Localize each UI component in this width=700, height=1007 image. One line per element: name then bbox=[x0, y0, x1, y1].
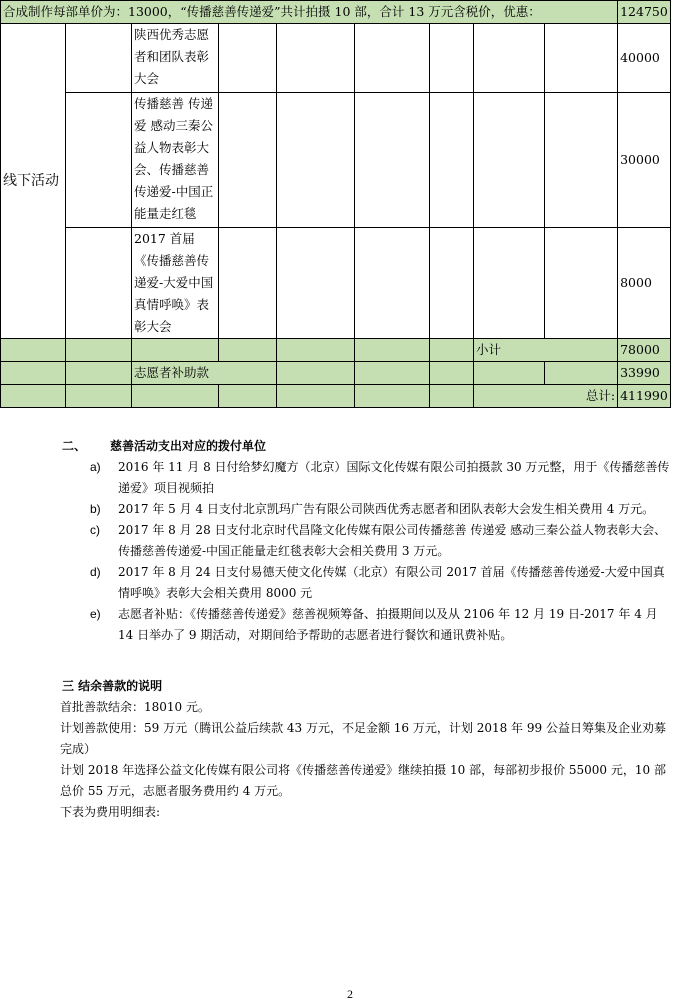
section-2 bbox=[0, 436, 700, 646]
list-marker: a) bbox=[90, 460, 101, 474]
list-text: 志愿者补贴：《传播慈善传递爱》慈善视频筹备、拍摄期间以及从 2106 年 12 月 19 日-2017 年 4 月 14 日举办了 9 期活动，对期间给予帮助的志愿者进行餐饮和通讯费补贴。 bbox=[118, 607, 658, 642]
list-item bbox=[0, 604, 700, 646]
paragraph: 计划 2018 年选择公益文化传媒有限公司将《传播慈善传递爱》继续拍摄 10 部，每部初步报价 55000 元，10 部总价 55 万元，志愿者服务费用约 4 万元。 bbox=[60, 763, 666, 798]
activity-amount: 30000 bbox=[618, 93, 671, 228]
subtotal-value: 78000 bbox=[618, 339, 671, 362]
subtotal-row bbox=[1, 339, 671, 362]
list-item bbox=[0, 457, 700, 499]
volunteer-row bbox=[1, 362, 671, 385]
list-marker: d) bbox=[90, 565, 101, 579]
activity-amount: 8000 bbox=[618, 228, 671, 339]
list-marker: c) bbox=[90, 523, 100, 537]
activity-amount: 40000 bbox=[618, 24, 671, 93]
list-marker: e) bbox=[90, 607, 101, 621]
activity-name: 陕西优秀志愿者和团队表彰大会 bbox=[132, 24, 219, 93]
table-row bbox=[1, 228, 671, 339]
activity-name: 2017 首届《传播慈善传递爱-大爱中国真情呼唤》表彰大会 bbox=[132, 228, 219, 339]
list-item bbox=[0, 520, 700, 562]
section-3-heading: 三 结余善款的说明 bbox=[62, 679, 163, 693]
section-2-number: 二、 bbox=[62, 439, 87, 453]
list-text: 2017 年 8 月 28 日支付北京时代昌隆文化传媒有限公司传播慈善 传递爱 感动三秦公益人物表彰大会、传播慈善传递爱-中国正能量走红毯表彰大会相关费用 3 万元。 bbox=[118, 523, 667, 558]
list-text: 2017 年 5 月 4 日支付北京凯玛广告有限公司陕西优秀志愿者和团队表彰大会发生相关费用 4 万元。 bbox=[118, 502, 655, 516]
list-text: 2016 年 11 月 8 日付给梦幻魔方（北京）国际文化传媒有限公司拍摄款 30 万元整，用于《传播慈善传递爱》项目视频拍 bbox=[118, 460, 670, 495]
volunteer-value: 33990 bbox=[618, 362, 671, 385]
total-value: 411990 bbox=[618, 385, 671, 408]
header-value: 124750 bbox=[618, 1, 671, 24]
section-label: 线下活动 bbox=[1, 24, 66, 339]
list-marker: b) bbox=[90, 502, 101, 516]
total-label: 总计: bbox=[474, 385, 618, 408]
section-2-heading bbox=[0, 436, 700, 457]
list-item bbox=[0, 499, 700, 520]
total-row bbox=[1, 385, 671, 408]
section-3 bbox=[0, 676, 700, 823]
paragraph: 计划善款使用：59 万元（腾讯公益后续款 43 万元，不足金额 16 万元，计划 2018 年 99 公益日筹集及企业劝募完成） bbox=[60, 721, 666, 756]
table-row bbox=[1, 24, 671, 93]
subtotal-label: 小计 bbox=[474, 339, 618, 362]
volunteer-label: 志愿者补助款 bbox=[132, 362, 277, 385]
header-text: 合成制作每部单价为：13000，“传播慈善传递爱”共计拍摄 10 部，合计 13 万元含税价，优惠： bbox=[1, 1, 618, 24]
activity-name: 传播慈善 传递爱 感动三秦公益人物表彰大会、传播慈善传递爱-中国正能量走红毯 bbox=[132, 93, 219, 228]
section-2-title: 慈善活动支出对应的拨付单位 bbox=[110, 439, 267, 453]
expense-table bbox=[0, 0, 671, 408]
paragraph: 首批善款结余：18010 元。 bbox=[60, 700, 210, 714]
page-number: 2 bbox=[347, 987, 353, 1001]
list-item bbox=[0, 562, 700, 604]
list-text: 2017 年 8 月 24 日支付易德天使文化传媒（北京）有限公司 2017 首届《传播慈善传递爱-大爱中国真情呼唤》表彰大会相关费用 8000 元 bbox=[118, 565, 665, 600]
table-header-row bbox=[1, 1, 671, 24]
paragraph: 下表为费用明细表: bbox=[60, 805, 161, 819]
table-row bbox=[1, 93, 671, 228]
